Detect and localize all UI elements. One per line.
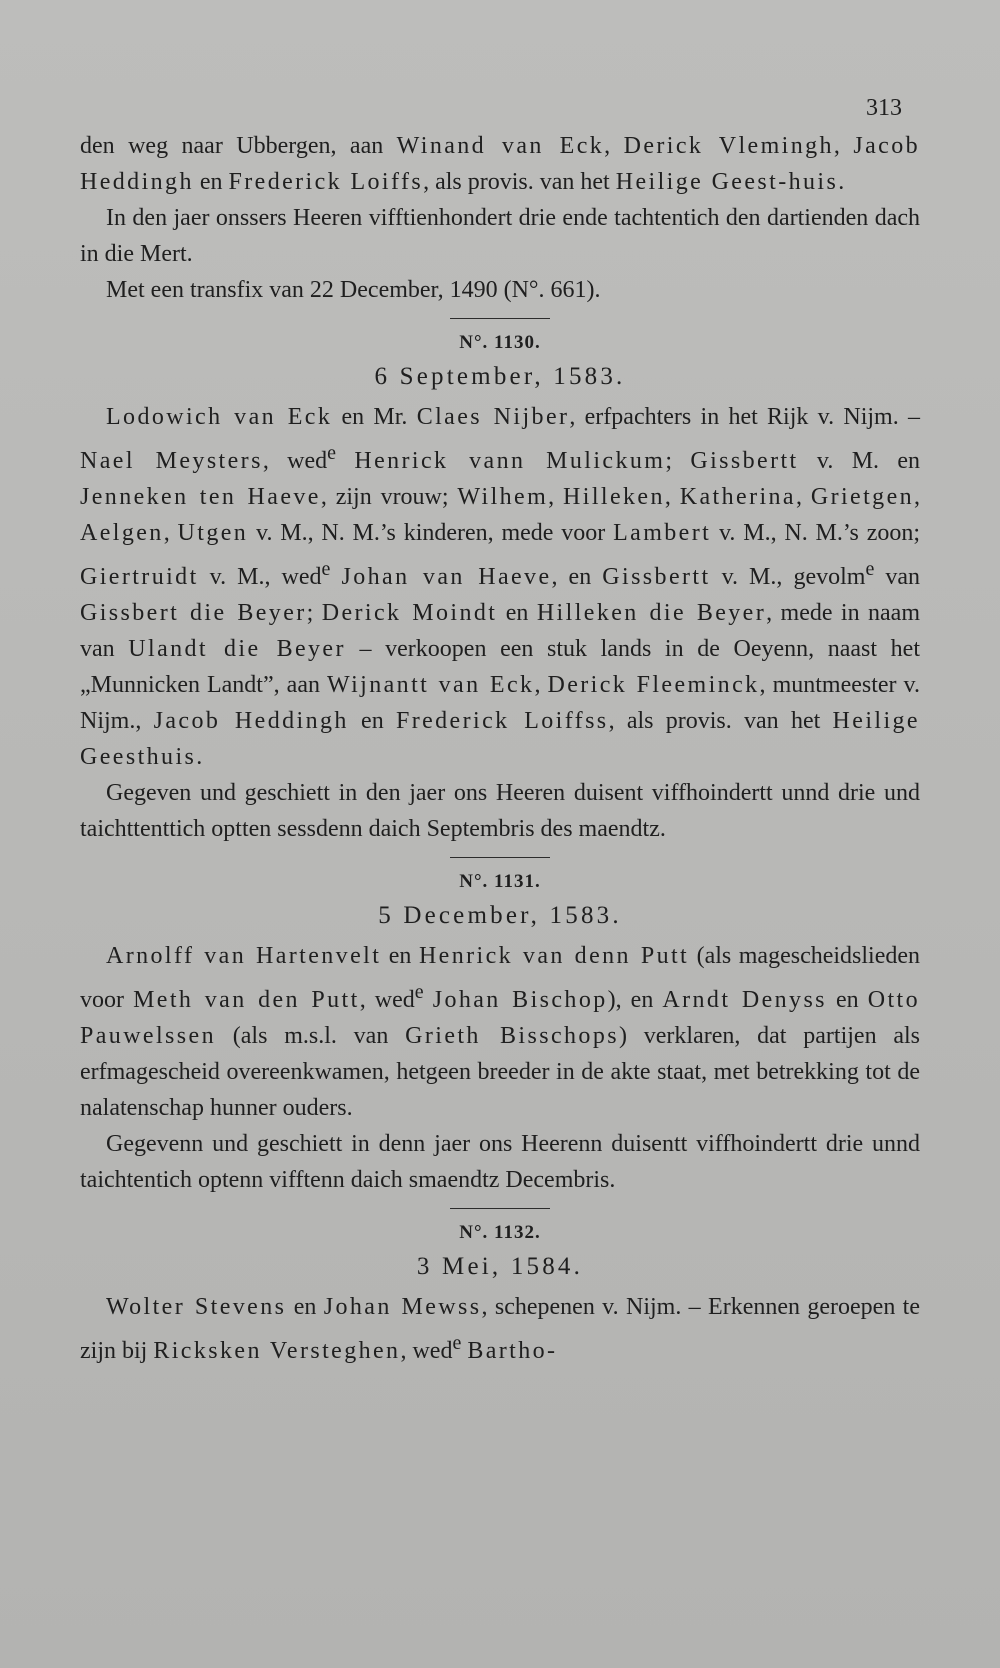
entry-number: N°. 1130. <box>459 332 541 353</box>
section-divider <box>450 857 550 858</box>
dating-clause: In den jaer onssers Heeren vifftienhondert drie ende tachtentich den dartienden dach in die Mert. <box>80 205 920 267</box>
dating-clause: Gegeven und geschiett in den jaer ons Heeren duisent viffhoindertt unnd drie und taichttenttich optten sessdenn daich Septembris des maendtz. <box>80 780 920 842</box>
entry-date: 5 December, 1583. <box>378 902 622 929</box>
person-name: Derick Vlemingh <box>623 133 834 159</box>
entry-1131 <box>80 866 920 1198</box>
entry-1132 <box>80 1217 920 1369</box>
dating-clause: Gegevenn und geschiett in denn jaer ons Heerenn duisentt viffhoindertt drie unnd taichtentich optenn vifftenn daich smaendtz Decembris. <box>80 1131 920 1193</box>
page-number: 313 <box>866 95 902 121</box>
person-name: Frederick Loiffs <box>228 169 424 195</box>
entry-number: N°. 1131. <box>459 871 541 892</box>
entry-date: 3 Mei, 1584. <box>416 1253 584 1280</box>
entry-body: Lodowich van Eck en Mr. Claes Nijber, erfpachters in het Rijk v. Nijm. – Nael Meysters, wed$^e$ Henrick vann Mulickum; Gissbertt v. M. en Jenneken ten Haeve, zijn vrouw; Wilhem, Hilleken, Katherina, Grietgen, Aelgen, Utgen v. M., N. M.’s kinderen, mede voor Lambert v. M., N. M.’s zoon; Giertruidt v. M., wed$^e$ Johan van Haeve, en Gissbertt v. M., gevolm$^e$ van Gissbert die Beyer; Derick Moindt en Hilleken die Beyer, mede in naam van Ulandt die Beyer – verkoopen een stuk lands in de Oeyenn, naast het „Munnicken Landt”, aan Wijnantt van Eck, Derick Fleeminck, muntmeester v. Nijm., Jacob Heddingh en Frederick Loiffss, als provis. van het Heilige Geesthuis. <box>80 404 921 770</box>
entry-body: Arnolff van Hartenvelt en Henrick van denn Putt (als magescheidslieden voor Meth van den Putt, wed$^e$ Johan Bischop), en Arndt Denyss en Otto Pauwelssen (als m.s.l. van Grieth Bisschops) verklaren, dat partijen als erfmagescheid overeenkwamen, hetgeen breeder in de akte staat, met betrekking tot de nalatenschap hunner ouders. <box>80 943 921 1121</box>
institution-name: Heilige Geest-huis <box>615 169 839 195</box>
section-divider <box>450 318 550 319</box>
entry-body: Wolter Stevens en Johan Mewss, schepenen v. Nijm. – Erkennen geroepen te zijn bij Ricksken Versteghen, wed$^e$ Bartho- <box>80 1294 920 1364</box>
section-divider <box>450 1208 550 1209</box>
page-content <box>80 88 920 1369</box>
transfix-note: Met een transfix van 22 December, 1490 (N°. 661). <box>106 277 601 303</box>
person-name: Winand van Eck <box>396 133 605 159</box>
person-name: Jacob Heddingh <box>80 133 921 195</box>
entry-1130 <box>80 327 920 847</box>
entry-date: 6 September, 1583. <box>374 363 626 390</box>
entry-number: N°. 1132. <box>459 1222 541 1243</box>
intro-paragraph: den weg naar Ubbergen, aan Winand van Eck, Derick Vlemingh, Jacob Heddingh en Frederick Loiffs, als provis. van het Heilige Geest-huis. <box>80 133 921 195</box>
